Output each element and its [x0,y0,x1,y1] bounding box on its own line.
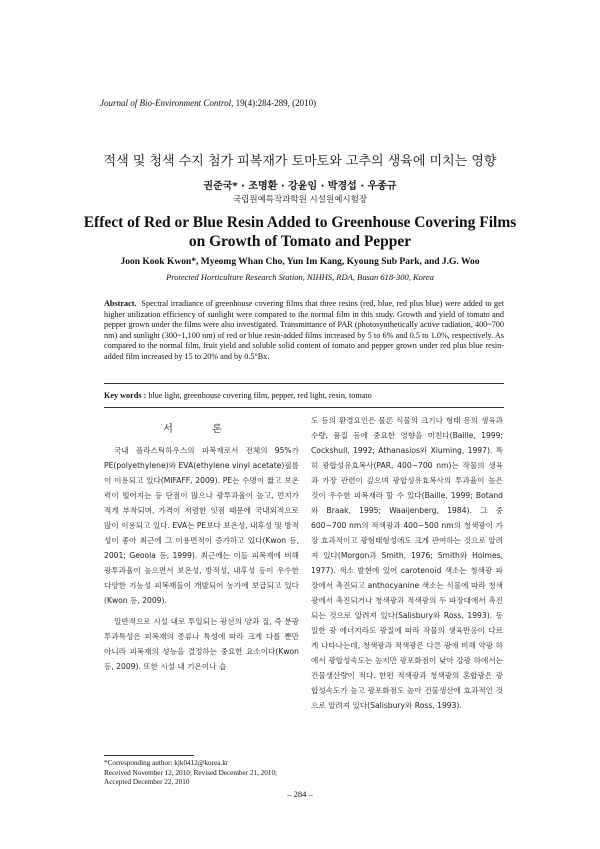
title-english [60,213,540,251]
affiliation-korean: 국립원예특작과학원 시설원예시험장 [232,195,368,205]
footnote [104,759,277,788]
abstract [104,299,504,363]
title-english-line1: Effect of Red or Blue Resin Added to Greenhouse Covering Films [83,214,517,231]
title-korean: 적색 및 청색 수지 첨가 피복재가 토마토와 고추의 생육에 미치는 영향 [103,154,497,169]
page-number: – 284 – [287,789,313,799]
paragraph: 일반적으로 시설 내로 투입되는 광선의 양과 질, 즉 분광투과특성은 피복재의 종류나 특성에 따라 크게 다를 뿐만 아니라 피복재의 성능을 결정하는 중요한 요소이다(Kwon 등, 2009). 또한 시설 내 기온이나 습 [104,617,299,671]
right-column [311,413,503,713]
paragraph: 국내 플라스틱하우스의 피복재로서 전체의 95%가 PE(polyethylene)와 EVA(ethylene vinyl acetate)필름이 이용되고 있다(MIFAFF, 2009). PE는 수명이 짧고 보온력이 떨어지는 등 단점이 많으나 광투과율이 높고, 먼지가 적게 부착되며, 가격이 저렴한 잇점 때문에 국내외적으로 많이 이용되고 있다. EVA는 PE보다 보온성, 내후성 및 방적성이 좋아 최근에 그 이용면적이 증가하고 있다(Kwon 등, 2001; Geoola 등, 1999). 최근에는 이들 피복재에 비해 광투과율이 높으면서 보온성, 방적성, 내후성 등이 우수한 다양한 기능성 피복재들이 개발되어 농가에 보급되고 있다(Kwon 등, 2009). [104,446,299,605]
divider-bottom [104,407,504,408]
paragraph: 도 등의 환경요인은 물론 식물의 크기나 형태 등의 생육과 수량, 품질 등에 중요한 영향을 미친다(Baille, 1999; Cockshull, 1992; Athanasios와 Xiuming, 1997). 특히 광합성유효복사(PAR, 400~700 nm)는 작물의 생육과 가장 관련이 깊으며 광합성유효복사의 투과율이 높은 것이 우수한 피복재라 할 수 있다(Baille, 1999; Botand와 Braak, 1995; Waaijenberg, 1984). 그 중 600~700 nm의 적색광과 400~500 nm의 청색광이 가장 효과적이고 광형태형성에도 크게 관여하는 것으로 알려져 있다(Morgon과 Smith, 1976; Smith와 Holmes, 1977). 색소 발현에 있어 carotenoid 색소는 청색광 파장에서 촉진되고 anthocyanine 색소는 식물에 따라 청색광에서 촉진되거나 청색광과 적색광의 두 파장대에서 촉진되는 것으로 알려져 있다(Salisbury와 Ross, 1993). 동일한 광 에너지라도 광질에 따라 작물의 생육반응이 다르게 나타나는데, 청색광과 적색광은 다른 광에 비해 약광 하에서 광합성속도는 높지만 광포화점이 낮아 강광 하에서는 건물생산량이 적다. 한편 적색광과 청색광의 혼합광은 광합성속도가 높고 광포화점도 높아 건물생산에 효과적인 것으로 알려져 있다(Salisbury와 Ross, 1993). [311,416,503,710]
journal-citation: Journal of Bio-Environment Control, 19(4):284-289, (2010) [100,98,317,108]
abstract-label: Abstract. [104,299,137,308]
footnote-rule [104,755,194,756]
keywords-text: blue light, greenhouse covering film, pepper, red light, resin, tomato [148,391,372,400]
section-heading-introduction: 서 론 [163,424,240,435]
title-english-line2: on Growth of Tomato and Pepper [188,233,412,250]
divider-top [104,383,504,384]
footnote-line: *Corresponding author: kjk0412@korea.kr [104,759,229,767]
footnote-line: Accepted December 22, 2010 [104,778,190,786]
keywords-label: Key words : [104,391,147,400]
affiliation-english: Protected Horticulture Research Station, NIHHS, RDA, Busan 618-300, Korea [166,272,434,282]
keywords [104,391,504,400]
abstract-text: Spectral irradiance of greenhouse covering films that three resins (red, blue, red plus blue) were added to get higher utilization efficiency of sunlight were compared to the normal film in this study. Growth and yield of tomato and pepper grown under the films were also investigated. Transmittance of PAR (photosynthetically active radiation, 400~700 nm) and sunlight (300~1,100 nm) of red or blue resin-added films increased by 5 to 6% and 0.5 to 1.0%, respectively. As compared to the normal film, fruit yield and soluble solid content of tomato and pepper grown under red plus blue resin-added film increased by 15 to 20% and by 0.5°Bx. [104,299,505,361]
left-column [104,443,299,674]
authors-korean: 권준국* · 조명환 · 강윤임 · 박경섭 · 우종규 [203,181,397,192]
authors-english: Joon Kook Kwon*, Myeomg Whan Cho, Yun Im Kang, Kyoung Sub Park, and J.G. Woo [120,257,480,267]
footnote-line: Received November 12, 2010; Revised December 21, 2010; [104,768,278,777]
